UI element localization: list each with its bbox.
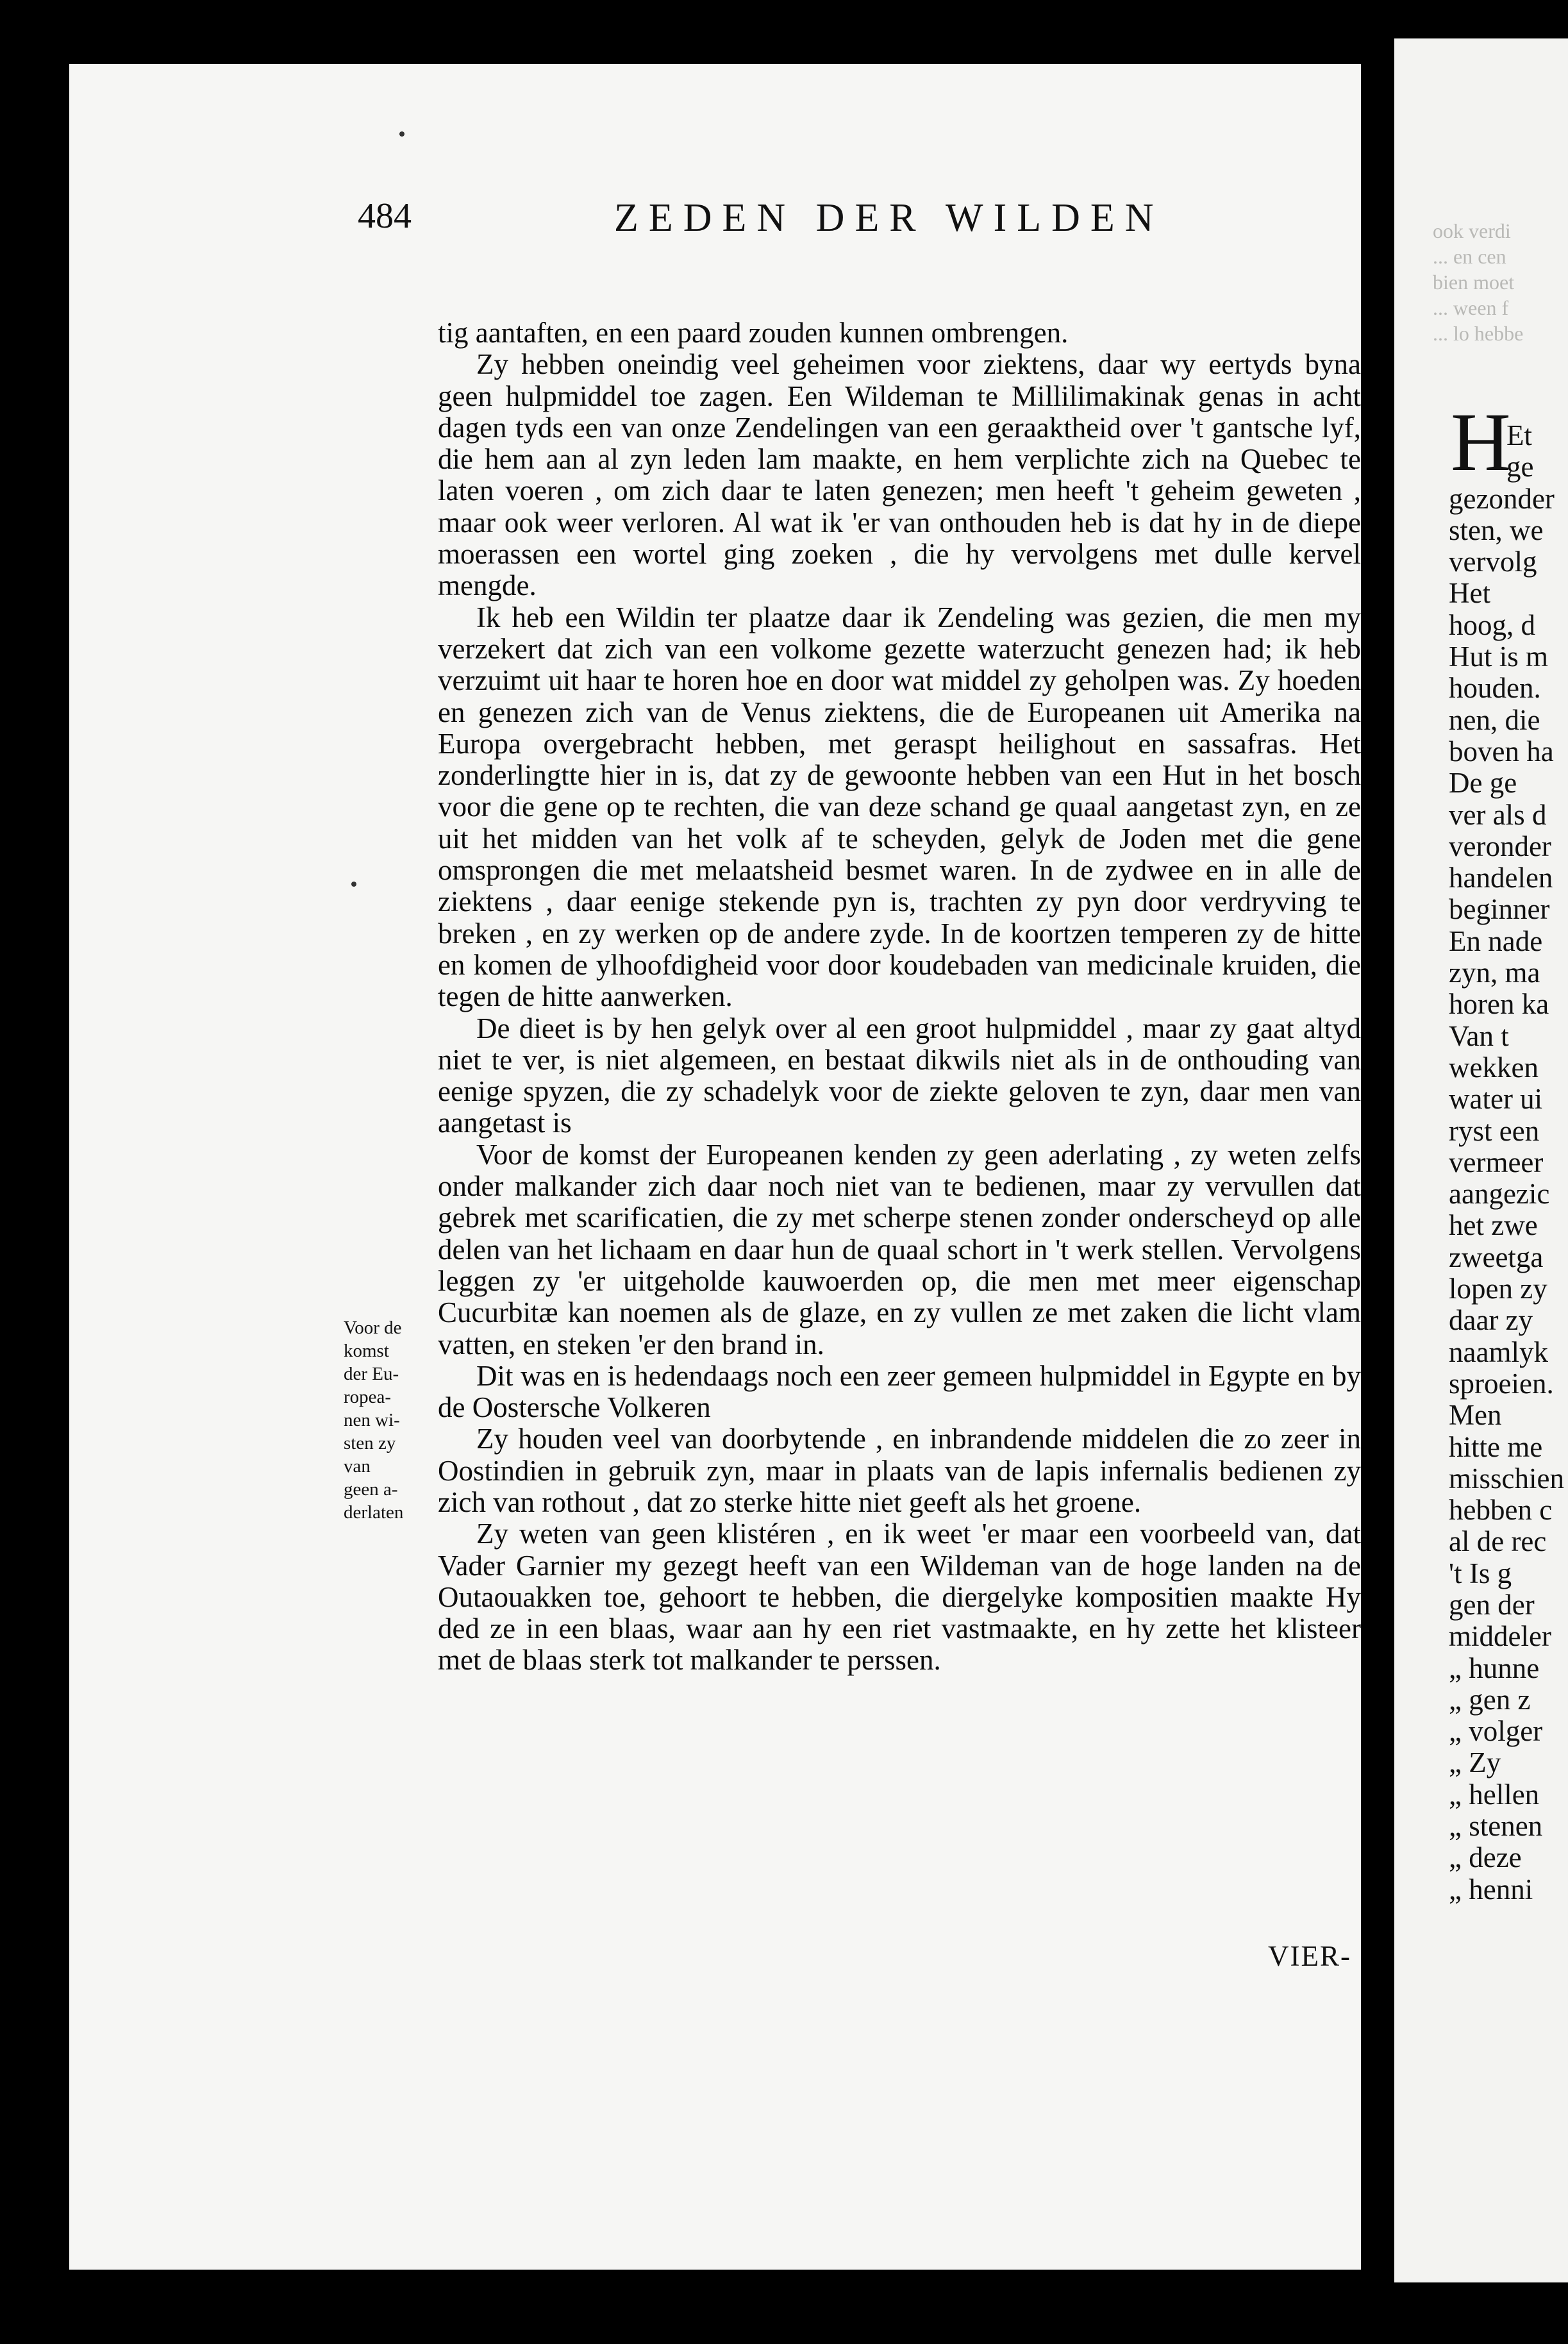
right-page-line: middeler [1449, 1620, 1551, 1653]
right-page-line: handelen [1449, 862, 1553, 894]
right-page-line: gen der [1449, 1588, 1535, 1621]
right-page-line: sten, we [1449, 514, 1544, 546]
margin-note [344, 1316, 433, 1524]
page-number: 484 [358, 196, 412, 236]
right-page-line: „ henni [1449, 1873, 1533, 1905]
margin-note-line: komst [344, 1341, 389, 1361]
right-page-line: veronder [1449, 830, 1551, 862]
right-page-line: houden. [1449, 672, 1541, 705]
right-page-line: aangezic [1449, 1178, 1550, 1210]
right-page-line: water ui [1449, 1083, 1543, 1116]
ink-speck [399, 131, 405, 137]
margin-note-line: van [344, 1456, 371, 1477]
right-page-line: „ Zy [1449, 1746, 1501, 1779]
right-page-line: „ stenen [1449, 1810, 1543, 1843]
right-page-line: vermeer [1449, 1146, 1544, 1178]
left-page [69, 64, 1361, 2270]
right-page-line: Hut is m [1449, 640, 1549, 673]
right-page-line: naamlyk [1449, 1335, 1548, 1368]
bleed-through-text [1433, 218, 1568, 346]
right-page-line: „ hunne [1449, 1652, 1540, 1684]
margin-note-line: geen a- [344, 1479, 398, 1500]
right-page-line: horen ka [1449, 988, 1549, 1021]
right-page-line: hitte me [1449, 1430, 1543, 1463]
right-page-line: „ hellen [1449, 1778, 1540, 1811]
drop-initial: H [1451, 396, 1511, 489]
right-page-line: ge [1506, 451, 1534, 483]
right-page-line: „ gen z [1449, 1683, 1531, 1716]
margin-note-line: Voor de [344, 1318, 402, 1338]
paragraph: Zy weten van geen klistéren , en ik weet 'er maar een voorbeeld van, dat Vader Garnier my gezegt heeft van een Wildeman van de hoge landen na de Outaouakken toe, gehoort te hebben, die diergelyke kompositien maakte Hy ded ze in een blaas, waar aan hy een riet vastmaakte, en hy zette het klisteer met de blaas sterk tot malkander te perssen. [438, 1518, 1361, 1677]
paragraph: Zy houden veel van doorbytende , en inbrandende middelen die zo zeer in Oostindien in gebruik zyn, maar in plaats van de lapis infernalis bedienen zy zich van rothout , dat zo sterke hitte niet geeft als het groene. [438, 1423, 1361, 1518]
right-page-line: zyn, ma [1449, 957, 1540, 989]
catchword: VIER- [1268, 1940, 1351, 1972]
right-page-line: hoog, d [1449, 608, 1535, 641]
right-page-line: wekken [1449, 1051, 1539, 1084]
right-page-line: ryst een [1449, 1114, 1540, 1147]
bleed-through-line: ook verdi [1433, 219, 1511, 242]
right-page-line: „ volger [1449, 1715, 1543, 1748]
bleed-through-line: ... lo hebbe [1433, 322, 1524, 345]
right-page-line: De ge [1449, 767, 1517, 799]
margin-note-line: derlaten [344, 1502, 404, 1523]
paragraph: Ik heb een Wildin ter plaatze daar ik Zendeling was gezien, die men my verzekert dat zich van een volkome gezette waterzucht genezen had; ik heb verzuimt uit haar te horen hoe en door wat middel zy geholpen was. Zy hoeden en genezen zich van de Venus ziektens, die de Europeanen uit Amerika na Europa overgebracht hebben, met geraspt heilighout en sassafras. Het zonderlingtte hier in is, dat zy de gewoonte hebben van een Hut in het bosch voor die gene op te rechten, die van deze schand ge quaal aangetast zyn, en ze uit het midden van het volk af te scheyden, gelyk de Joden met die gene omsprongen die met melaatsheid besmet waren. In de zydwee en in alle de ziektens , daar eenige stekende pyn is, trachten zy pyn door verdryving te breken , en zy werken op de andere zyde. In de koortzen temperen zy de hitte en komen de ylhoofdigheid voor door koudebaden van medicinale kruiden, die tegen de hitte aanwerken. [438, 601, 1361, 1013]
paragraph: tig aantaften, en een paard zouden kunnen ombrengen. [438, 317, 1069, 349]
margin-note-line: ropea- [344, 1387, 392, 1407]
right-page [1394, 38, 1568, 2282]
margin-note-line: nen wi- [344, 1410, 400, 1430]
right-page-line: En nade [1449, 925, 1543, 957]
right-page-line: beginner [1449, 893, 1550, 926]
paragraph: Zy hebben oneindig veel geheimen voor ziektens, daar wy eertyds byna geen hulpmiddel toe zagen. Een Wildeman te Millilimakinak genas in acht dagen tyds een van onze Zendelingen van een geraaktheid over 't gantsche lyf, die hem aan al zyn leden lam maakte, en hem verplichte zich na Quebec te laten voeren , om zich daar te laten genezen; men heeft 't geheim geweten , maar ook weer verloren. Al wat ik 'er van onthouden heb is dat hy in de diepe moerassen een wortel ging zoeken , die hy vervolgens met dulle kervel mengde. [438, 348, 1361, 602]
right-page-line: 't Is g [1449, 1557, 1512, 1589]
bleed-through-line: bien moet [1433, 271, 1515, 294]
right-page-line: gezonder [1449, 482, 1555, 515]
running-title: ZEDEN DER WILDEN [614, 196, 1164, 240]
paragraph: Voor de komst der Europeanen kenden zy geen aderlating , zy weten zelfs onder malkander zich daar noch niet van te bedienen, maar zy vervullen dat gebrek met scarificatien, die zy met scherpe stenen zonder onderscheyd op alle delen van het lichaam en daar hun de quaal schort in 't werk stellen. Vervolgens leggen zy 'er uitgeholde kauwoerden op, die men met meer eigenschap Cucurbitæ kan noemen als de glaze, en zy vullen ze met zaken die licht vlam vatten, en steken 'er den brand in. [438, 1138, 1361, 1360]
right-page-text [1449, 420, 1568, 1905]
margin-note-line: sten zy [344, 1433, 396, 1453]
ink-speck [351, 882, 356, 887]
right-page-line: Et [1506, 419, 1532, 451]
right-page-line: het zwe [1449, 1209, 1538, 1242]
right-page-line: zweetga [1449, 1241, 1544, 1273]
right-page-line: daar zy [1449, 1304, 1533, 1337]
right-page-line: nen, die [1449, 703, 1540, 736]
right-page-line: Het [1449, 577, 1490, 610]
right-page-line: al de rec [1449, 1525, 1547, 1558]
right-page-line: Men [1449, 1399, 1502, 1432]
right-page-line: sproeien. [1449, 1367, 1554, 1400]
margin-note-line: der Eu- [344, 1364, 399, 1384]
body-text [438, 317, 1361, 1677]
right-page-line: lopen zy [1449, 1273, 1547, 1305]
right-page-line: Van t [1449, 1019, 1509, 1052]
right-page-line: „ deze [1449, 1841, 1522, 1874]
paragraph: Dit was en is hedendaags noch een zeer gemeen hulpmiddel in Egypte en by de Oostersche Volkeren [438, 1359, 1361, 1424]
paragraph: De dieet is by hen gelyk over al een groot hulpmiddel , maar zy gaat altyd niet te ver, is niet algemeen, en bestaat dikwils niet als in de onthouding van eenige spyzen, die zy schadelyk voor de ziekte geloven te zyn, daar men van aangetast is [438, 1012, 1361, 1139]
bleed-through-line: ... ween f [1433, 296, 1509, 319]
right-page-line: vervolg [1449, 546, 1537, 578]
bleed-through-line: ... en cen [1433, 245, 1506, 268]
right-page-line: boven ha [1449, 735, 1554, 767]
right-page-line: hebben c [1449, 1494, 1553, 1527]
right-page-line: misschien [1449, 1462, 1564, 1494]
right-page-line: ver als d [1449, 798, 1547, 831]
